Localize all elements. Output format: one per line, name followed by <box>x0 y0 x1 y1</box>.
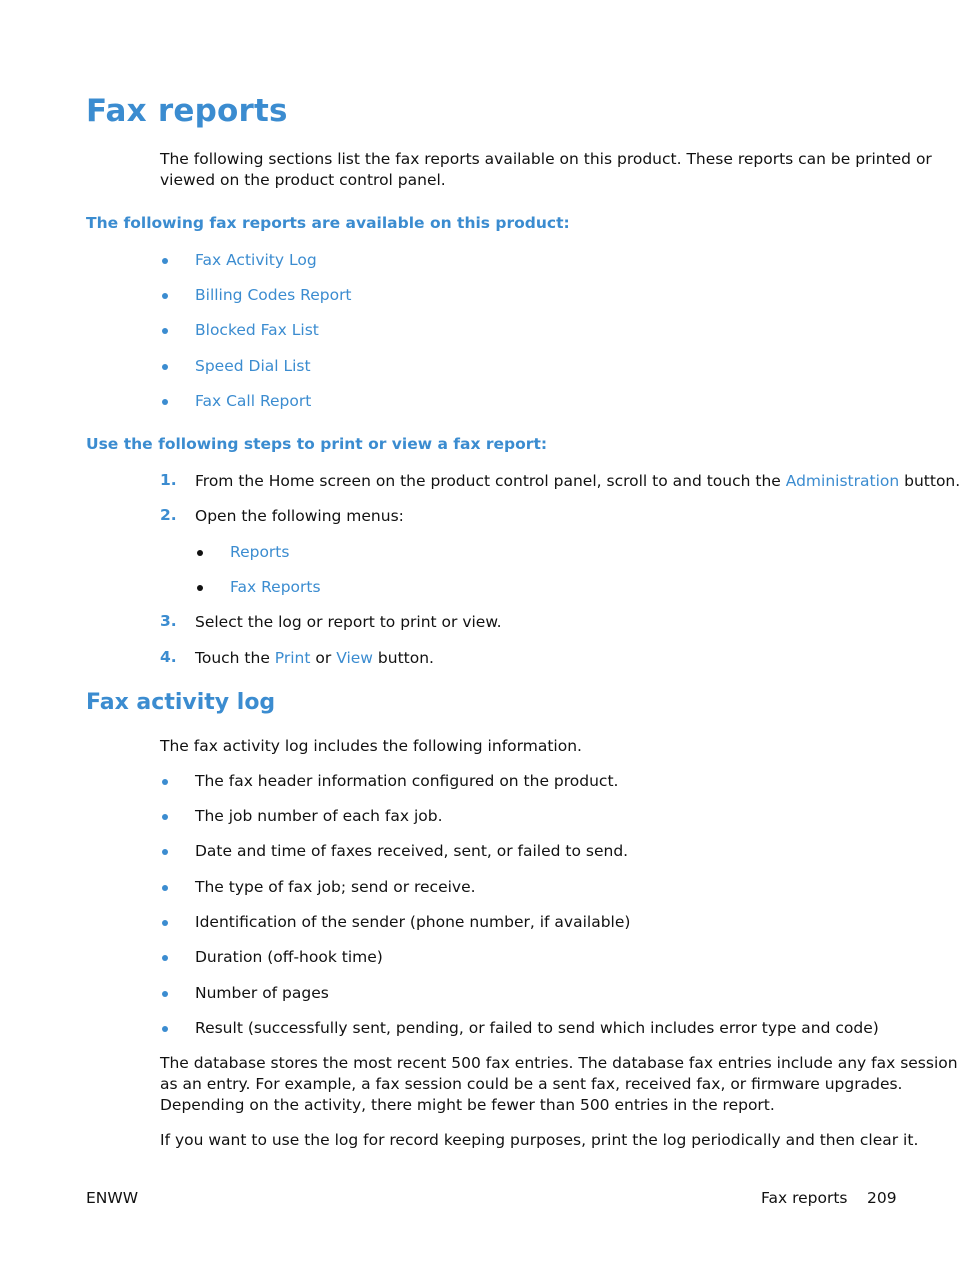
database-para-line-3: Depending on the activity, there might be fewer than 500 entries in the report. <box>160 1096 775 1114</box>
report-link-blocked-fax-list[interactable]: Blocked Fax List <box>195 321 319 339</box>
bullet-icon <box>162 920 168 926</box>
step-number: 1. <box>160 471 177 489</box>
list-item: The fax header information configured on the product. <box>195 772 619 790</box>
step-number: 2. <box>160 506 177 524</box>
bullet-icon <box>162 364 168 370</box>
step-4-text <box>195 648 434 669</box>
page-title: Fax reports <box>86 93 288 129</box>
bullet-icon <box>197 550 203 556</box>
intro-line-2: viewed on the product control panel. <box>160 171 446 189</box>
list-item: Number of pages <box>195 984 329 1002</box>
administration-button-link[interactable]: Administration <box>785 472 900 490</box>
activity-intro: The fax activity log includes the following information. <box>160 737 582 755</box>
bullet-icon <box>162 1026 168 1032</box>
report-link-fax-activity-log[interactable]: Fax Activity Log <box>195 251 317 269</box>
step-4-pre: Touch the <box>195 649 270 667</box>
list-item: The type of fax job; send or receive. <box>195 878 476 896</box>
list-item: Identification of the sender (phone number, if available) <box>195 913 631 931</box>
intro-line-1: The following sections list the fax reports available on this product. These reports can be printed or <box>160 150 932 168</box>
menu-link-fax-reports[interactable]: Fax Reports <box>230 578 321 596</box>
step-number: 3. <box>160 612 177 630</box>
record-keeping-para: If you want to use the log for record keeping purposes, print the log periodically and then clear it. <box>160 1131 919 1149</box>
step-2-text: Open the following menus: <box>195 507 404 525</box>
bullet-icon <box>162 293 168 299</box>
step-1-post: button. <box>904 472 960 490</box>
available-reports-heading: The following fax reports are available on this product: <box>86 214 570 232</box>
list-item: Duration (off-hook time) <box>195 948 383 966</box>
bullet-icon <box>162 328 168 334</box>
step-3-text: Select the log or report to print or view. <box>195 613 502 631</box>
step-number: 4. <box>160 648 177 666</box>
bullet-icon <box>162 885 168 891</box>
bullet-icon <box>162 258 168 264</box>
list-item: The job number of each fax job. <box>195 807 443 825</box>
bullet-icon <box>162 991 168 997</box>
report-link-fax-call-report[interactable]: Fax Call Report <box>195 392 312 410</box>
report-link-billing-codes[interactable]: Billing Codes Report <box>195 286 352 304</box>
step-4-post: button. <box>377 649 434 667</box>
step-1-pre: From the Home screen on the product control panel, scroll to and touch the <box>195 472 781 490</box>
bullet-icon <box>162 955 168 961</box>
view-button-link[interactable]: View <box>336 649 373 667</box>
step-1-text <box>195 471 960 492</box>
bullet-icon <box>162 399 168 405</box>
bullet-icon <box>162 779 168 785</box>
bullet-icon <box>197 585 203 591</box>
bullet-icon <box>162 814 168 820</box>
menu-link-reports[interactable]: Reports <box>230 543 290 561</box>
step-4-mid: or <box>315 649 332 667</box>
footer-section-name: Fax reports <box>761 1189 848 1207</box>
print-button-link[interactable]: Print <box>274 649 311 667</box>
footer-left: ENWW <box>86 1189 139 1207</box>
bullet-icon <box>162 849 168 855</box>
database-para-line-2: as an entry. For example, a fax session could be a sent fax, received fax, or firmware upgrades. <box>160 1075 903 1093</box>
page-number: 209 <box>867 1189 897 1207</box>
report-link-speed-dial-list[interactable]: Speed Dial List <box>195 357 311 375</box>
steps-heading: Use the following steps to print or view a fax report: <box>86 435 548 453</box>
list-item: Result (successfully sent, pending, or failed to send which includes error type and code) <box>195 1019 879 1037</box>
list-item: Date and time of faxes received, sent, or failed to send. <box>195 842 629 860</box>
section-heading-fax-activity-log: Fax activity log <box>86 690 276 715</box>
database-para-line-1: The database stores the most recent 500 fax entries. The database fax entries include any fax session <box>160 1054 958 1072</box>
